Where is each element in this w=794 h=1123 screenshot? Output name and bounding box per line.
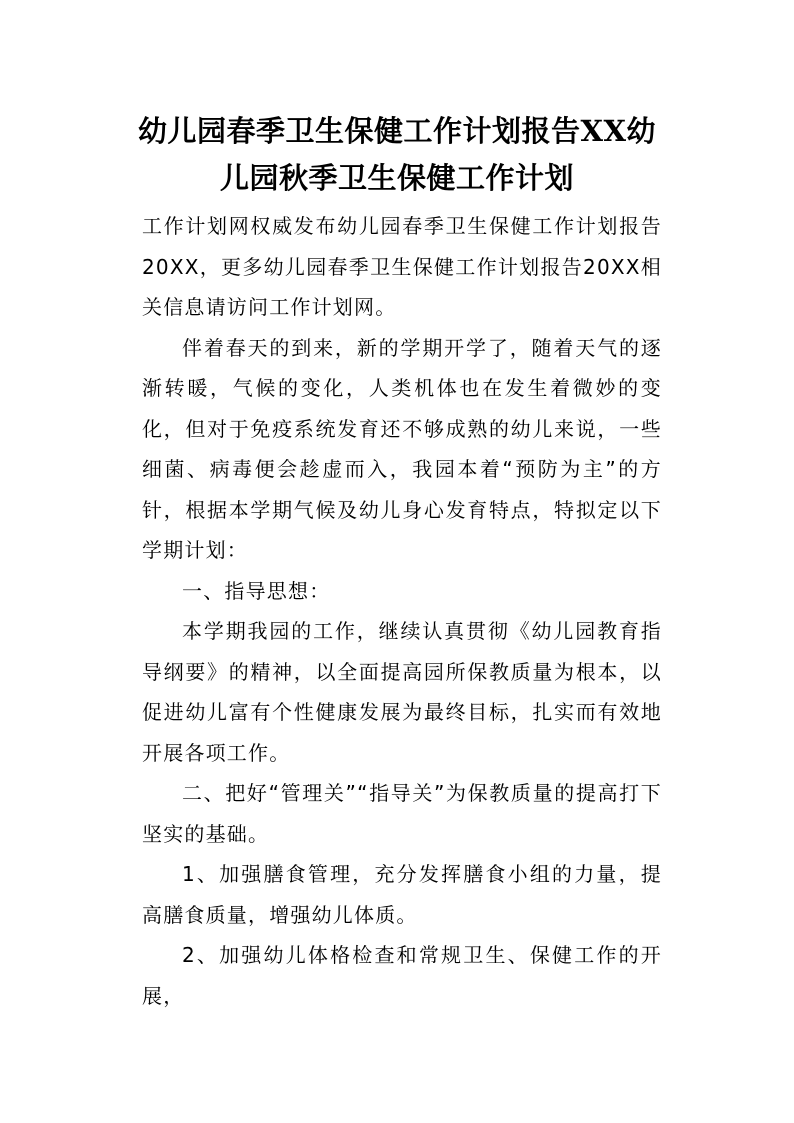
title-line-1: 幼儿园春季卫生保健工作计划报告XX幼 <box>137 114 656 148</box>
section-heading-guiding-ideology: 一、指导思想： <box>182 578 331 603</box>
paragraph-background: 伴着春天的到来，新的学期开学了，随着天气的逐渐转暖，气候的变化，人类机体也在发生着微妙的变化，但对于免疫系统发育还不够成熟的幼儿来说，一些细菌、病毒便会趁虚而入，我园本着“预防为主”的方针，根据本学期气候及幼儿身心发育特点，特拟定以下学期计划： <box>142 335 662 562</box>
list-item-1: 1、加强膳食管理，充分发挥膳食小组的力量，提高膳食质量，增强幼儿体质。 <box>142 862 662 927</box>
paragraph-guiding-ideology: 本学期我园的工作，继续认真贯彻《幼儿园教育指导纲要》的精神，以全面提高园所保教质量为根本，以促进幼儿富有个性健康发展为最终目标，扎实而有效地开展各项工作。 <box>142 619 662 765</box>
list-item-2: 2、加强幼儿体格检查和常规卫生、保健工作的开展， <box>142 943 662 1008</box>
document-title <box>110 108 684 202</box>
section-heading-management: 二、把好“管理关”“指导关”为保教质量的提高打下坚实的基础。 <box>142 781 662 846</box>
document-body <box>142 206 662 1016</box>
paragraph-intro: 工作计划网权威发布幼儿园春季卫生保健工作计划报告20XX，更多幼儿园春季卫生保健工作计划报告20XX相关信息请访问工作计划网。 <box>142 214 662 319</box>
title-line-2: 儿园秋季卫生保健工作计划 <box>219 161 574 195</box>
